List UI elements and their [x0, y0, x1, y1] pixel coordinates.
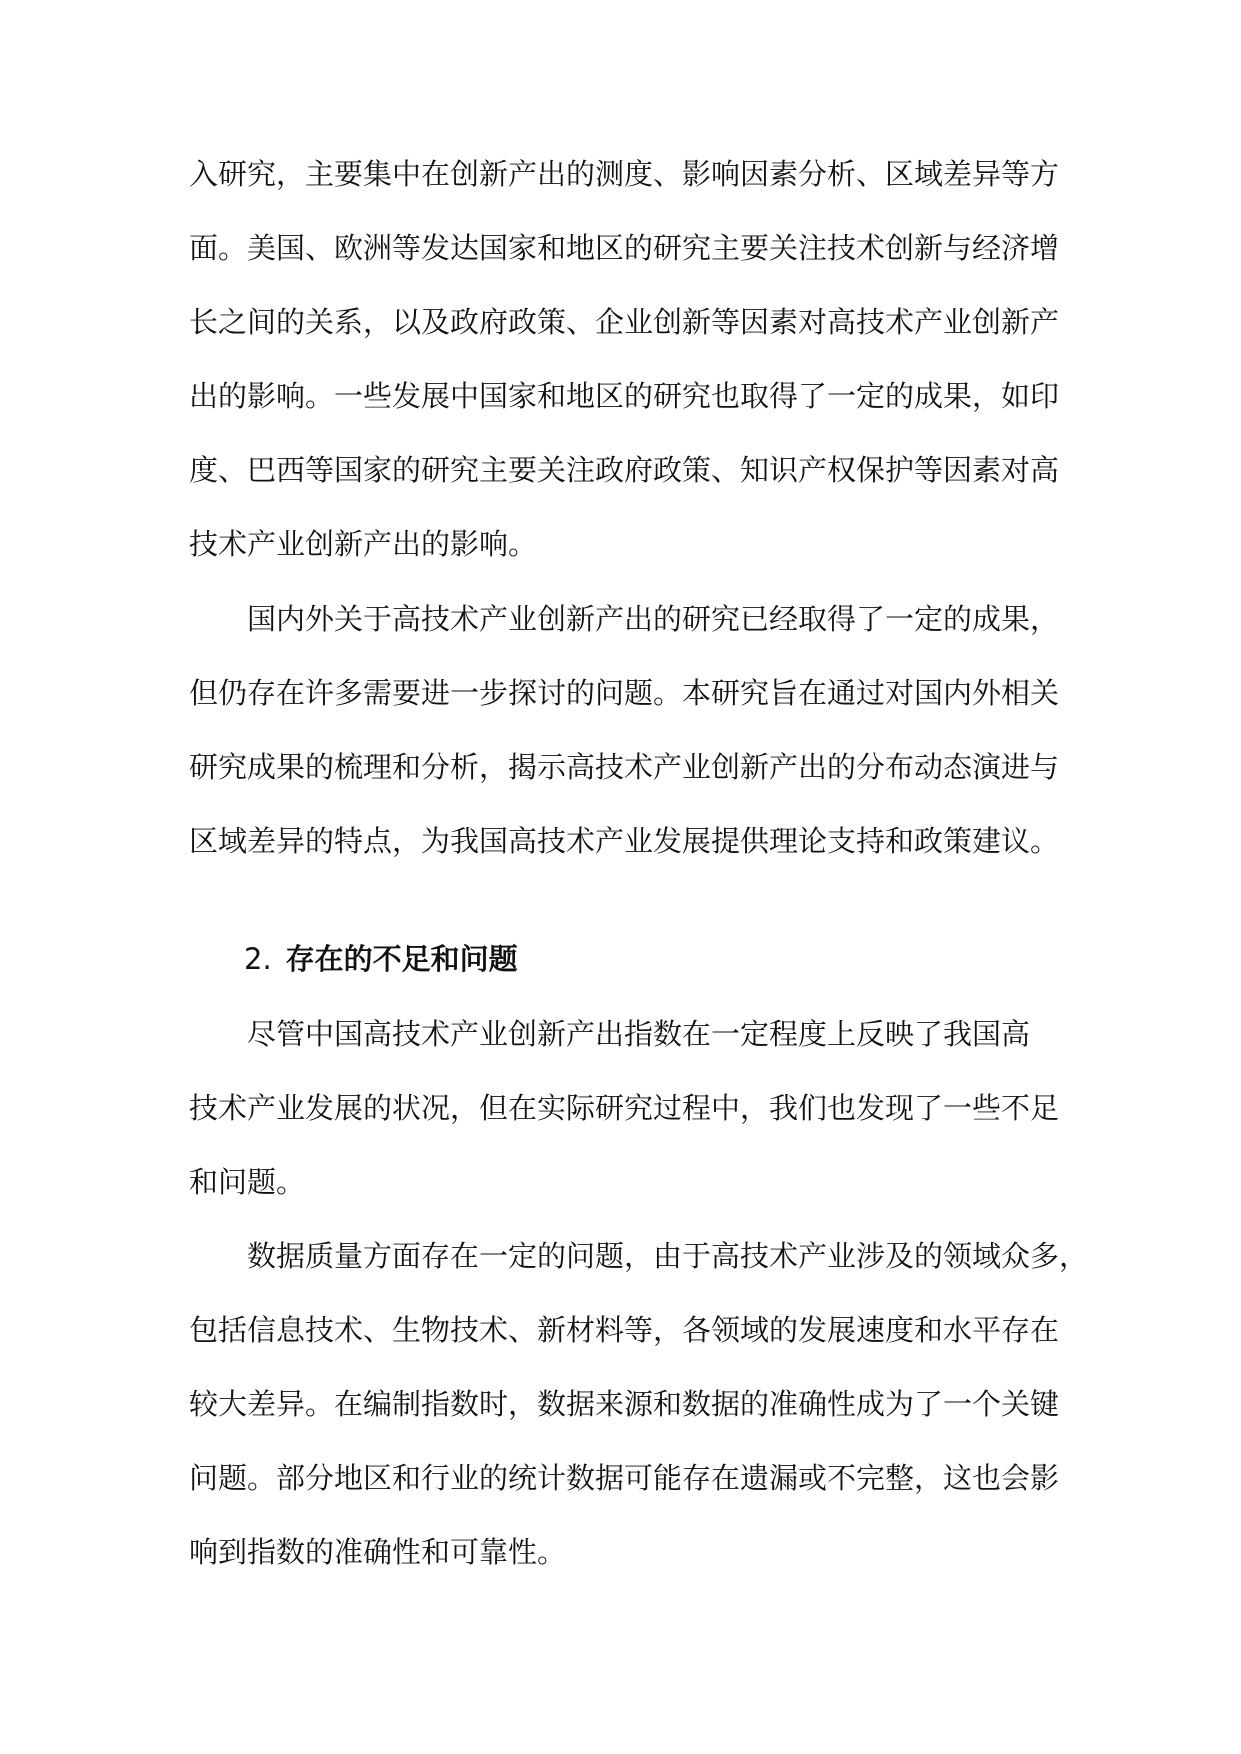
paragraph-4-line-5: 响到指数的准确性和可靠性。 [189, 1535, 567, 1569]
paragraph-4-line-4: 问题。部分地区和行业的统计数据可能存在遗漏或不完整，这也会影 [189, 1461, 1060, 1495]
paragraph-4-line-3: 较大差异。在编制指数时，数据来源和数据的准确性成为了一个关键 [189, 1387, 1060, 1421]
paragraph-2-line-1: 国内外关于高技术产业创新产出的研究已经取得了一定的成果， [247, 602, 1060, 636]
paragraph-1-line-6: 技术产业创新产出的影响。 [189, 527, 538, 561]
paragraph-2-line-4: 区域差异的特点，为我国高技术产业发展提供理论支持和政策建议。 [189, 824, 1060, 858]
paragraph-1-line-4: 出的影响。一些发展中国家和地区的研究也取得了一定的成果，如印 [189, 379, 1060, 413]
section-heading [244, 939, 518, 979]
paragraph-4-line-1: 数据质量方面存在一定的问题，由于高技术产业涉及的领域众多， [247, 1239, 1089, 1273]
paragraph-3-line-1: 尽管中国高技术产业创新产出指数在一定程度上反映了我国高 [247, 1017, 1031, 1051]
section-number: 2. [244, 942, 272, 976]
paragraph-4-line-2: 包括信息技术、生物技术、新材料等，各领域的发展速度和水平存在 [189, 1313, 1060, 1347]
paragraph-1-line-1: 入研究，主要集中在创新产出的测度、影响因素分析、区域差异等方 [189, 157, 1060, 191]
paragraph-1-line-2: 面。美国、欧洲等发达国家和地区的研究主要关注技术创新与经济增 [189, 231, 1060, 265]
paragraph-2-line-3: 研究成果的梳理和分析，揭示高技术产业创新产出的分布动态演进与 [189, 750, 1060, 784]
paragraph-2-line-2: 但仍存在许多需要进一步探讨的问题。本研究旨在通过对国内外相关 [189, 676, 1060, 710]
paragraph-3-line-2: 技术产业发展的状况，但在实际研究过程中，我们也发现了一些不足 [189, 1091, 1060, 1125]
paragraph-1-line-3: 长之间的关系，以及政府政策、企业创新等因素对高技术产业创新产 [189, 305, 1060, 339]
paragraph-1-line-5: 度、巴西等国家的研究主要关注政府政策、知识产权保护等因素对高 [189, 453, 1060, 487]
section-title: 存在的不足和问题 [285, 942, 518, 976]
paragraph-3-line-3: 和问题。 [189, 1165, 306, 1199]
